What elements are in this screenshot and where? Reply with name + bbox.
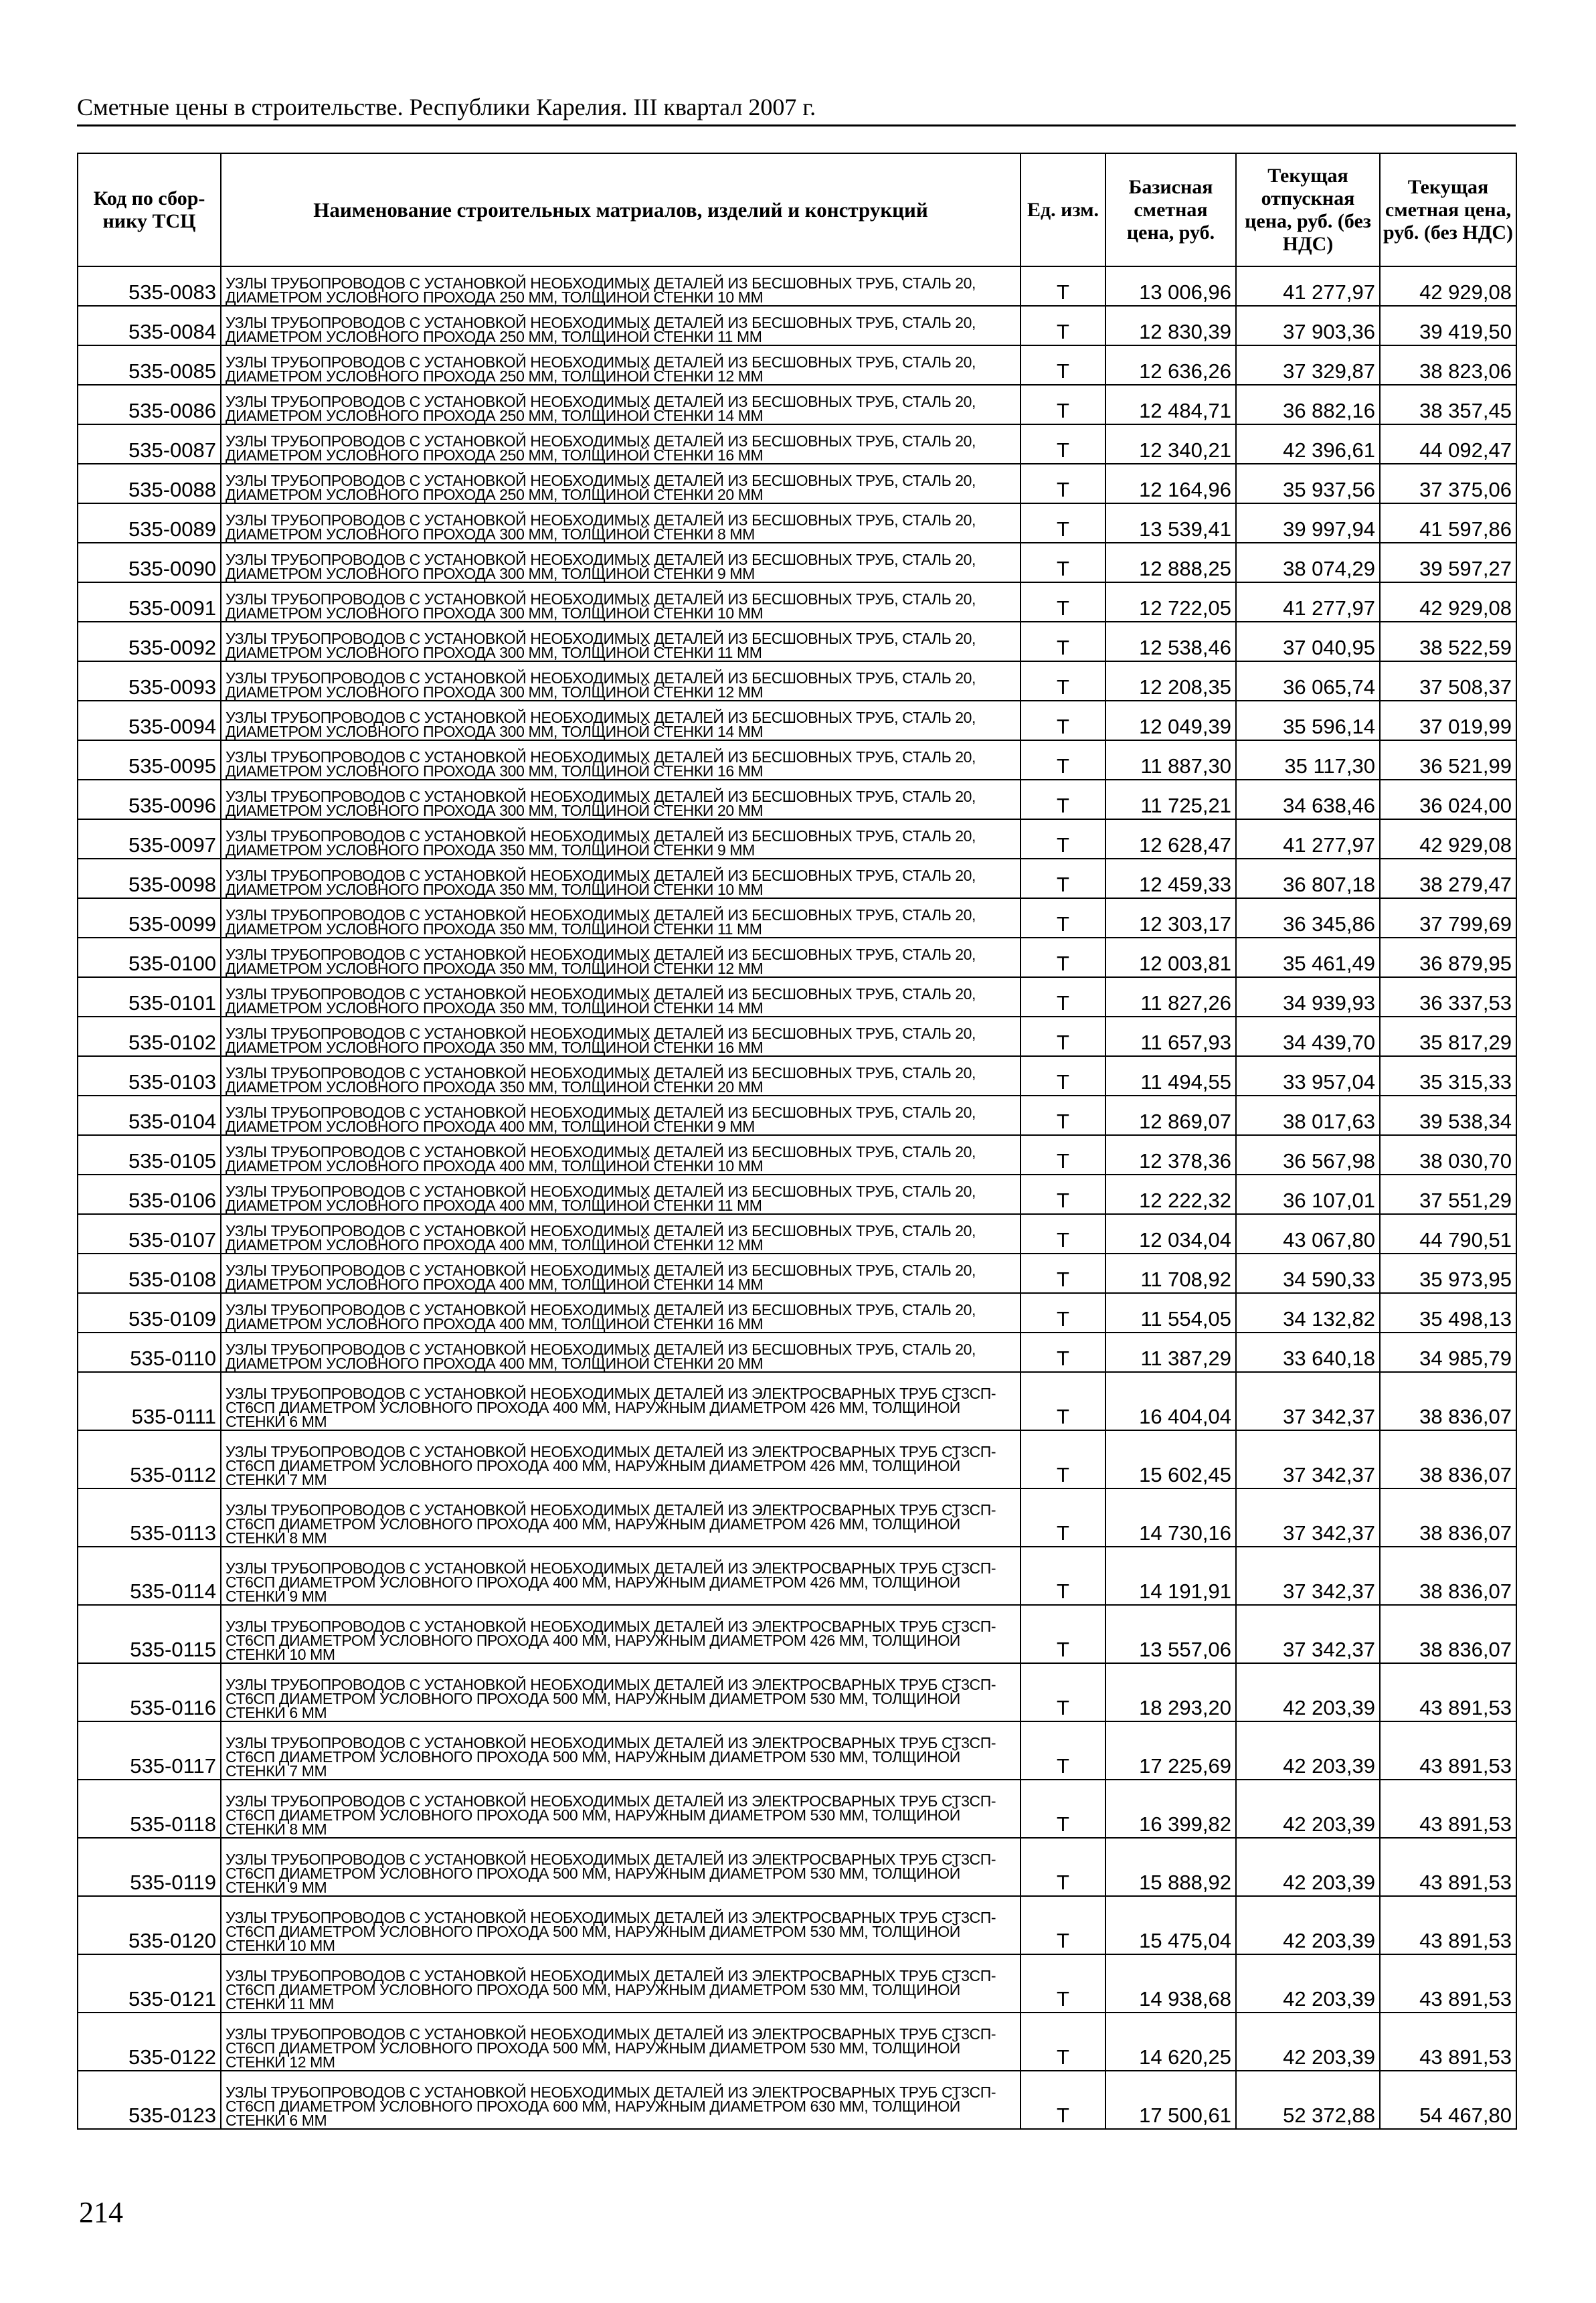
item-code: 535-0085 [78, 345, 221, 385]
item-name: УЗЛЫ ТРУБОПРОВОДОВ С УСТАНОВКОЙ НЕОБХОДИМЫХ ДЕТАЛЕЙ ИЗ БЕСШОВНЫХ ТРУБ, СТАЛЬ 20, ДИАМЕТРОМ УСЛОВНОГО ПРОХОДА 300 ММ, ТОЛЩИНОЙ СТЕНКИ 20 ММ [221, 780, 1021, 819]
item-code: 535-0111 [78, 1372, 221, 1430]
base-price: 12 303,17 [1105, 898, 1236, 938]
item-unit: Т [1021, 385, 1105, 424]
item-name: УЗЛЫ ТРУБОПРОВОДОВ С УСТАНОВКОЙ НЕОБХОДИМЫХ ДЕТАЛЕЙ ИЗ ЭЛЕКТРОСВАРНЫХ ТРУБ СТ3СП-СТ6СП ДИАМЕТРОМ УСЛОВНОГО ПРОХОДА 500 ММ, НАРУЖНЫМ ДИАМЕТРОМ 530 ММ, ТОЛЩИНОЙ СТЕНКИ 8 ММ [221, 1780, 1021, 1838]
item-code: 535-0099 [78, 898, 221, 938]
current-price: 38 357,45 [1380, 385, 1516, 424]
release-price: 35 461,49 [1236, 938, 1380, 977]
item-name: УЗЛЫ ТРУБОПРОВОДОВ С УСТАНОВКОЙ НЕОБХОДИМЫХ ДЕТАЛЕЙ ИЗ БЕСШОВНЫХ ТРУБ, СТАЛЬ 20, ДИАМЕТРОМ УСЛОВНОГО ПРОХОДА 250 ММ, ТОЛЩИНОЙ СТЕНКИ 10 ММ [221, 266, 1021, 306]
table-row [78, 345, 1516, 385]
release-price: 35 596,14 [1236, 701, 1380, 740]
current-price: 42 929,08 [1380, 266, 1516, 306]
release-price: 34 132,82 [1236, 1293, 1380, 1333]
item-unit: Т [1021, 543, 1105, 582]
table-row [78, 1780, 1516, 1838]
table-row [78, 424, 1516, 464]
item-name: УЗЛЫ ТРУБОПРОВОДОВ С УСТАНОВКОЙ НЕОБХОДИМЫХ ДЕТАЛЕЙ ИЗ БЕСШОВНЫХ ТРУБ, СТАЛЬ 20, ДИАМЕТРОМ УСЛОВНОГО ПРОХОДА 250 ММ, ТОЛЩИНОЙ СТЕНКИ 20 ММ [221, 464, 1021, 503]
table-row [78, 1254, 1516, 1293]
table-row [78, 1333, 1516, 1372]
item-code: 535-0089 [78, 503, 221, 543]
item-unit: Т [1021, 1293, 1105, 1333]
item-name: УЗЛЫ ТРУБОПРОВОДОВ С УСТАНОВКОЙ НЕОБХОДИМЫХ ДЕТАЛЕЙ ИЗ БЕСШОВНЫХ ТРУБ, СТАЛЬ 20, ДИАМЕТРОМ УСЛОВНОГО ПРОХОДА 400 ММ, ТОЛЩИНОЙ СТЕНКИ 12 ММ [221, 1214, 1021, 1254]
item-unit: Т [1021, 780, 1105, 819]
current-price: 38 836,07 [1380, 1488, 1516, 1547]
item-code: 535-0123 [78, 2071, 221, 2129]
release-price: 42 203,39 [1236, 2013, 1380, 2071]
release-price: 37 342,37 [1236, 1372, 1380, 1430]
current-price: 37 508,37 [1380, 661, 1516, 701]
current-price: 43 891,53 [1380, 1721, 1516, 1780]
table-row [78, 1721, 1516, 1780]
item-code: 535-0117 [78, 1721, 221, 1780]
base-price: 15 602,45 [1105, 1430, 1236, 1488]
release-price: 36 065,74 [1236, 661, 1380, 701]
table-row [78, 464, 1516, 503]
table-row [78, 1605, 1516, 1663]
item-name: УЗЛЫ ТРУБОПРОВОДОВ С УСТАНОВКОЙ НЕОБХОДИМЫХ ДЕТАЛЕЙ ИЗ БЕСШОВНЫХ ТРУБ, СТАЛЬ 20, ДИАМЕТРОМ УСЛОВНОГО ПРОХОДА 300 ММ, ТОЛЩИНОЙ СТЕНКИ 11 ММ [221, 622, 1021, 661]
base-price: 12 484,71 [1105, 385, 1236, 424]
base-price: 15 475,04 [1105, 1896, 1236, 1954]
item-name: УЗЛЫ ТРУБОПРОВОДОВ С УСТАНОВКОЙ НЕОБХОДИМЫХ ДЕТАЛЕЙ ИЗ ЭЛЕКТРОСВАРНЫХ ТРУБ СТ3СП-СТ6СП ДИАМЕТРОМ УСЛОВНОГО ПРОХОДА 500 ММ, НАРУЖНЫМ ДИАМЕТРОМ 530 ММ, ТОЛЩИНОЙ СТЕНКИ 10 ММ [221, 1896, 1021, 1954]
item-name: УЗЛЫ ТРУБОПРОВОДОВ С УСТАНОВКОЙ НЕОБХОДИМЫХ ДЕТАЛЕЙ ИЗ БЕСШОВНЫХ ТРУБ, СТАЛЬ 20, ДИАМЕТРОМ УСЛОВНОГО ПРОХОДА 250 ММ, ТОЛЩИНОЙ СТЕНКИ 12 ММ [221, 345, 1021, 385]
item-unit: Т [1021, 1017, 1105, 1056]
item-name: УЗЛЫ ТРУБОПРОВОДОВ С УСТАНОВКОЙ НЕОБХОДИМЫХ ДЕТАЛЕЙ ИЗ ЭЛЕКТРОСВАРНЫХ ТРУБ СТ3СП-СТ6СП ДИАМЕТРОМ УСЛОВНОГО ПРОХОДА 500 ММ, НАРУЖНЫМ ДИАМЕТРОМ 530 ММ, ТОЛЩИНОЙ СТЕНКИ 11 ММ [221, 1954, 1021, 2013]
current-price: 37 019,99 [1380, 701, 1516, 740]
page-header: Сметные цены в строительстве. Республики Карелия. III квартал 2007 г. [77, 94, 816, 120]
header-rule [77, 124, 1516, 126]
current-price: 37 799,69 [1380, 898, 1516, 938]
release-price: 42 203,39 [1236, 1838, 1380, 1896]
base-price: 12 869,07 [1105, 1096, 1236, 1135]
item-name: УЗЛЫ ТРУБОПРОВОДОВ С УСТАНОВКОЙ НЕОБХОДИМЫХ ДЕТАЛЕЙ ИЗ БЕСШОВНЫХ ТРУБ, СТАЛЬ 20, ДИАМЕТРОМ УСЛОВНОГО ПРОХОДА 350 ММ, ТОЛЩИНОЙ СТЕНКИ 9 ММ [221, 819, 1021, 859]
item-name: УЗЛЫ ТРУБОПРОВОДОВ С УСТАНОВКОЙ НЕОБХОДИМЫХ ДЕТАЛЕЙ ИЗ БЕСШОВНЫХ ТРУБ, СТАЛЬ 20, ДИАМЕТРОМ УСЛОВНОГО ПРОХОДА 250 ММ, ТОЛЩИНОЙ СТЕНКИ 14 ММ [221, 385, 1021, 424]
item-code: 535-0094 [78, 701, 221, 740]
item-name: УЗЛЫ ТРУБОПРОВОДОВ С УСТАНОВКОЙ НЕОБХОДИМЫХ ДЕТАЛЕЙ ИЗ ЭЛЕКТРОСВАРНЫХ ТРУБ СТ3СП-СТ6СП ДИАМЕТРОМ УСЛОВНОГО ПРОХОДА 400 ММ, НАРУЖНЫМ ДИАМЕТРОМ 426 ММ, ТОЛЩИНОЙ СТЕНКИ 8 ММ [221, 1488, 1021, 1547]
item-code: 535-0121 [78, 1954, 221, 2013]
item-code: 535-0084 [78, 306, 221, 345]
item-code: 535-0098 [78, 859, 221, 898]
base-price: 18 293,20 [1105, 1663, 1236, 1721]
table-row [78, 898, 1516, 938]
release-price: 37 342,37 [1236, 1605, 1380, 1663]
item-unit: Т [1021, 819, 1105, 859]
item-code: 535-0091 [78, 582, 221, 622]
base-price: 11 657,93 [1105, 1017, 1236, 1056]
base-price: 16 404,04 [1105, 1372, 1236, 1430]
item-code: 535-0101 [78, 977, 221, 1017]
current-price: 43 891,53 [1380, 1663, 1516, 1721]
current-price: 43 891,53 [1380, 1896, 1516, 1954]
base-price: 13 557,06 [1105, 1605, 1236, 1663]
price-table [77, 153, 1517, 2130]
release-price: 37 342,37 [1236, 1430, 1380, 1488]
table-row [78, 1430, 1516, 1488]
release-price: 43 067,80 [1236, 1214, 1380, 1254]
item-code: 535-0093 [78, 661, 221, 701]
item-name: УЗЛЫ ТРУБОПРОВОДОВ С УСТАНОВКОЙ НЕОБХОДИМЫХ ДЕТАЛЕЙ ИЗ БЕСШОВНЫХ ТРУБ, СТАЛЬ 20, ДИАМЕТРОМ УСЛОВНОГО ПРОХОДА 350 ММ, ТОЛЩИНОЙ СТЕНКИ 10 ММ [221, 859, 1021, 898]
release-price: 35 937,56 [1236, 464, 1380, 503]
current-price: 36 024,00 [1380, 780, 1516, 819]
current-price: 39 597,27 [1380, 543, 1516, 582]
table-row [78, 740, 1516, 780]
table-row [78, 1488, 1516, 1547]
current-price: 38 836,07 [1380, 1372, 1516, 1430]
current-price: 38 836,07 [1380, 1547, 1516, 1605]
base-price: 14 191,91 [1105, 1547, 1236, 1605]
item-name: УЗЛЫ ТРУБОПРОВОДОВ С УСТАНОВКОЙ НЕОБХОДИМЫХ ДЕТАЛЕЙ ИЗ БЕСШОВНЫХ ТРУБ, СТАЛЬ 20, ДИАМЕТРОМ УСЛОВНОГО ПРОХОДА 350 ММ, ТОЛЩИНОЙ СТЕНКИ 14 ММ [221, 977, 1021, 1017]
current-price: 42 929,08 [1380, 819, 1516, 859]
item-name: УЗЛЫ ТРУБОПРОВОДОВ С УСТАНОВКОЙ НЕОБХОДИМЫХ ДЕТАЛЕЙ ИЗ ЭЛЕКТРОСВАРНЫХ ТРУБ СТ3СП-СТ6СП ДИАМЕТРОМ УСЛОВНОГО ПРОХОДА 500 ММ, НАРУЖНЫМ ДИАМЕТРОМ 530 ММ, ТОЛЩИНОЙ СТЕНКИ 6 ММ [221, 1663, 1021, 1721]
item-unit: Т [1021, 859, 1105, 898]
current-price: 43 891,53 [1380, 1838, 1516, 1896]
item-name: УЗЛЫ ТРУБОПРОВОДОВ С УСТАНОВКОЙ НЕОБХОДИМЫХ ДЕТАЛЕЙ ИЗ БЕСШОВНЫХ ТРУБ, СТАЛЬ 20, ДИАМЕТРОМ УСЛОВНОГО ПРОХОДА 300 ММ, ТОЛЩИНОЙ СТЕНКИ 8 ММ [221, 503, 1021, 543]
item-unit: Т [1021, 1372, 1105, 1430]
table-row [78, 1017, 1516, 1056]
item-code: 535-0109 [78, 1293, 221, 1333]
item-unit: Т [1021, 1488, 1105, 1547]
current-price: 54 467,80 [1380, 2071, 1516, 2129]
item-name: УЗЛЫ ТРУБОПРОВОДОВ С УСТАНОВКОЙ НЕОБХОДИМЫХ ДЕТАЛЕЙ ИЗ БЕСШОВНЫХ ТРУБ, СТАЛЬ 20, ДИАМЕТРОМ УСЛОВНОГО ПРОХОДА 300 ММ, ТОЛЩИНОЙ СТЕНКИ 10 ММ [221, 582, 1021, 622]
release-price: 41 277,97 [1236, 819, 1380, 859]
current-price: 38 823,06 [1380, 345, 1516, 385]
release-price: 41 277,97 [1236, 266, 1380, 306]
current-price: 36 879,95 [1380, 938, 1516, 977]
base-price: 14 620,25 [1105, 2013, 1236, 2071]
current-price: 38 836,07 [1380, 1605, 1516, 1663]
current-price: 41 597,86 [1380, 503, 1516, 543]
base-price: 12 888,25 [1105, 543, 1236, 582]
item-unit: Т [1021, 306, 1105, 345]
release-price: 36 882,16 [1236, 385, 1380, 424]
item-name: УЗЛЫ ТРУБОПРОВОДОВ С УСТАНОВКОЙ НЕОБХОДИМЫХ ДЕТАЛЕЙ ИЗ БЕСШОВНЫХ ТРУБ, СТАЛЬ 20, ДИАМЕТРОМ УСЛОВНОГО ПРОХОДА 300 ММ, ТОЛЩИНОЙ СТЕНКИ 12 ММ [221, 661, 1021, 701]
base-price: 14 730,16 [1105, 1488, 1236, 1547]
base-price: 12 722,05 [1105, 582, 1236, 622]
item-unit: Т [1021, 622, 1105, 661]
item-unit: Т [1021, 424, 1105, 464]
table-header [78, 153, 1516, 266]
item-code: 535-0097 [78, 819, 221, 859]
base-price: 12 164,96 [1105, 464, 1236, 503]
item-unit: Т [1021, 1896, 1105, 1954]
base-price: 12 034,04 [1105, 1214, 1236, 1254]
item-unit: Т [1021, 1838, 1105, 1896]
col-header-code: Код по сбор- нику ТСЦ [78, 153, 221, 266]
item-name: УЗЛЫ ТРУБОПРОВОДОВ С УСТАНОВКОЙ НЕОБХОДИМЫХ ДЕТАЛЕЙ ИЗ БЕСШОВНЫХ ТРУБ, СТАЛЬ 20, ДИАМЕТРОМ УСЛОВНОГО ПРОХОДА 350 ММ, ТОЛЩИНОЙ СТЕНКИ 11 ММ [221, 898, 1021, 938]
table-row [78, 1547, 1516, 1605]
table-row [78, 1663, 1516, 1721]
base-price: 12 340,21 [1105, 424, 1236, 464]
item-code: 535-0105 [78, 1135, 221, 1175]
table-row [78, 543, 1516, 582]
table-row [78, 661, 1516, 701]
release-price: 37 342,37 [1236, 1488, 1380, 1547]
release-price: 34 590,33 [1236, 1254, 1380, 1293]
base-price: 13 539,41 [1105, 503, 1236, 543]
item-code: 535-0110 [78, 1333, 221, 1372]
item-unit: Т [1021, 1096, 1105, 1135]
item-code: 535-0108 [78, 1254, 221, 1293]
item-unit: Т [1021, 977, 1105, 1017]
item-code: 535-0102 [78, 1017, 221, 1056]
item-code: 535-0087 [78, 424, 221, 464]
item-code: 535-0083 [78, 266, 221, 306]
release-price: 38 017,63 [1236, 1096, 1380, 1135]
base-price: 12 378,36 [1105, 1135, 1236, 1175]
item-code: 535-0086 [78, 385, 221, 424]
current-price: 39 419,50 [1380, 306, 1516, 345]
item-name: УЗЛЫ ТРУБОПРОВОДОВ С УСТАНОВКОЙ НЕОБХОДИМЫХ ДЕТАЛЕЙ ИЗ БЕСШОВНЫХ ТРУБ, СТАЛЬ 20, ДИАМЕТРОМ УСЛОВНОГО ПРОХОДА 400 ММ, ТОЛЩИНОЙ СТЕНКИ 16 ММ [221, 1293, 1021, 1333]
item-name: УЗЛЫ ТРУБОПРОВОДОВ С УСТАНОВКОЙ НЕОБХОДИМЫХ ДЕТАЛЕЙ ИЗ БЕСШОВНЫХ ТРУБ, СТАЛЬ 20, ДИАМЕТРОМ УСЛОВНОГО ПРОХОДА 250 ММ, ТОЛЩИНОЙ СТЕНКИ 11 ММ [221, 306, 1021, 345]
item-name: УЗЛЫ ТРУБОПРОВОДОВ С УСТАНОВКОЙ НЕОБХОДИМЫХ ДЕТАЛЕЙ ИЗ БЕСШОВНЫХ ТРУБ, СТАЛЬ 20, ДИАМЕТРОМ УСЛОВНОГО ПРОХОДА 350 ММ, ТОЛЩИНОЙ СТЕНКИ 20 ММ [221, 1056, 1021, 1096]
item-unit: Т [1021, 1780, 1105, 1838]
release-price: 39 997,94 [1236, 503, 1380, 543]
current-price: 42 929,08 [1380, 582, 1516, 622]
release-price: 42 203,39 [1236, 1954, 1380, 2013]
release-price: 52 372,88 [1236, 2071, 1380, 2129]
col-header-unit: Ед. изм. [1021, 153, 1105, 266]
table-row [78, 1096, 1516, 1135]
current-price: 44 092,47 [1380, 424, 1516, 464]
page-number: 214 [79, 2196, 123, 2229]
item-name: УЗЛЫ ТРУБОПРОВОДОВ С УСТАНОВКОЙ НЕОБХОДИМЫХ ДЕТАЛЕЙ ИЗ БЕСШОВНЫХ ТРУБ, СТАЛЬ 20, ДИАМЕТРОМ УСЛОВНОГО ПРОХОДА 350 ММ, ТОЛЩИНОЙ СТЕНКИ 12 ММ [221, 938, 1021, 977]
item-unit: Т [1021, 1547, 1105, 1605]
current-price: 36 521,99 [1380, 740, 1516, 780]
col-header-base-price: Базисная сметная цена, руб. [1105, 153, 1236, 266]
item-name: УЗЛЫ ТРУБОПРОВОДОВ С УСТАНОВКОЙ НЕОБХОДИМЫХ ДЕТАЛЕЙ ИЗ ЭЛЕКТРОСВАРНЫХ ТРУБ СТ3СП-СТ6СП ДИАМЕТРОМ УСЛОВНОГО ПРОХОДА 500 ММ, НАРУЖНЫМ ДИАМЕТРОМ 530 ММ, ТОЛЩИНОЙ СТЕНКИ 9 ММ [221, 1838, 1021, 1896]
item-unit: Т [1021, 1175, 1105, 1214]
item-name: УЗЛЫ ТРУБОПРОВОДОВ С УСТАНОВКОЙ НЕОБХОДИМЫХ ДЕТАЛЕЙ ИЗ БЕСШОВНЫХ ТРУБ, СТАЛЬ 20, ДИАМЕТРОМ УСЛОВНОГО ПРОХОДА 300 ММ, ТОЛЩИНОЙ СТЕНКИ 14 ММ [221, 701, 1021, 740]
release-price: 41 277,97 [1236, 582, 1380, 622]
current-price: 35 817,29 [1380, 1017, 1516, 1056]
table-row [78, 1954, 1516, 2013]
item-code: 535-0107 [78, 1214, 221, 1254]
item-unit: Т [1021, 938, 1105, 977]
base-price: 12 222,32 [1105, 1175, 1236, 1214]
item-code: 535-0103 [78, 1056, 221, 1096]
item-code: 535-0122 [78, 2013, 221, 2071]
col-header-name: Наименование строительных матриалов, изделий и конструкций [221, 153, 1021, 266]
current-price: 36 337,53 [1380, 977, 1516, 1017]
item-code: 535-0112 [78, 1430, 221, 1488]
release-price: 38 074,29 [1236, 543, 1380, 582]
item-name: УЗЛЫ ТРУБОПРОВОДОВ С УСТАНОВКОЙ НЕОБХОДИМЫХ ДЕТАЛЕЙ ИЗ БЕСШОВНЫХ ТРУБ, СТАЛЬ 20, ДИАМЕТРОМ УСЛОВНОГО ПРОХОДА 400 ММ, ТОЛЩИНОЙ СТЕНКИ 11 ММ [221, 1175, 1021, 1214]
current-price: 38 279,47 [1380, 859, 1516, 898]
item-unit: Т [1021, 740, 1105, 780]
item-code: 535-0096 [78, 780, 221, 819]
release-price: 42 203,39 [1236, 1896, 1380, 1954]
base-price: 12 003,81 [1105, 938, 1236, 977]
item-unit: Т [1021, 582, 1105, 622]
item-code: 535-0106 [78, 1175, 221, 1214]
table-body [78, 266, 1516, 2129]
item-name: УЗЛЫ ТРУБОПРОВОДОВ С УСТАНОВКОЙ НЕОБХОДИМЫХ ДЕТАЛЕЙ ИЗ БЕСШОВНЫХ ТРУБ, СТАЛЬ 20, ДИАМЕТРОМ УСЛОВНОГО ПРОХОДА 250 ММ, ТОЛЩИНОЙ СТЕНКИ 16 ММ [221, 424, 1021, 464]
current-price: 43 891,53 [1380, 1780, 1516, 1838]
table-row [78, 819, 1516, 859]
item-name: УЗЛЫ ТРУБОПРОВОДОВ С УСТАНОВКОЙ НЕОБХОДИМЫХ ДЕТАЛЕЙ ИЗ БЕСШОВНЫХ ТРУБ, СТАЛЬ 20, ДИАМЕТРОМ УСЛОВНОГО ПРОХОДА 400 ММ, ТОЛЩИНОЙ СТЕНКИ 10 ММ [221, 1135, 1021, 1175]
current-price: 38 522,59 [1380, 622, 1516, 661]
release-price: 36 107,01 [1236, 1175, 1380, 1214]
table-row [78, 1838, 1516, 1896]
current-price: 35 498,13 [1380, 1293, 1516, 1333]
release-price: 42 203,39 [1236, 1780, 1380, 1838]
item-unit: Т [1021, 1430, 1105, 1488]
release-price: 33 957,04 [1236, 1056, 1380, 1096]
release-price: 36 807,18 [1236, 859, 1380, 898]
base-price: 17 500,61 [1105, 2071, 1236, 2129]
base-price: 11 554,05 [1105, 1293, 1236, 1333]
base-price: 11 387,29 [1105, 1333, 1236, 1372]
release-price: 37 329,87 [1236, 345, 1380, 385]
release-price: 35 117,30 [1236, 740, 1380, 780]
item-name: УЗЛЫ ТРУБОПРОВОДОВ С УСТАНОВКОЙ НЕОБХОДИМЫХ ДЕТАЛЕЙ ИЗ ЭЛЕКТРОСВАРНЫХ ТРУБ СТ3СП-СТ6СП ДИАМЕТРОМ УСЛОВНОГО ПРОХОДА 500 ММ, НАРУЖНЫМ ДИАМЕТРОМ 530 ММ, ТОЛЩИНОЙ СТЕНКИ 12 ММ [221, 2013, 1021, 2071]
base-price: 12 208,35 [1105, 661, 1236, 701]
item-unit: Т [1021, 661, 1105, 701]
item-name: УЗЛЫ ТРУБОПРОВОДОВ С УСТАНОВКОЙ НЕОБХОДИМЫХ ДЕТАЛЕЙ ИЗ ЭЛЕКТРОСВАРНЫХ ТРУБ СТ3СП-СТ6СП ДИАМЕТРОМ УСЛОВНОГО ПРОХОДА 400 ММ, НАРУЖНЫМ ДИАМЕТРОМ 426 ММ, ТОЛЩИНОЙ СТЕНКИ 10 ММ [221, 1605, 1021, 1663]
release-price: 37 342,37 [1236, 1547, 1380, 1605]
item-unit: Т [1021, 266, 1105, 306]
current-price: 35 973,95 [1380, 1254, 1516, 1293]
table-row [78, 266, 1516, 306]
item-unit: Т [1021, 1056, 1105, 1096]
table-row [78, 2013, 1516, 2071]
table-row [78, 622, 1516, 661]
table-row [78, 859, 1516, 898]
item-code: 535-0114 [78, 1547, 221, 1605]
table-row [78, 582, 1516, 622]
item-name: УЗЛЫ ТРУБОПРОВОДОВ С УСТАНОВКОЙ НЕОБХОДИМЫХ ДЕТАЛЕЙ ИЗ БЕСШОВНЫХ ТРУБ, СТАЛЬ 20, ДИАМЕТРОМ УСЛОВНОГО ПРОХОДА 300 ММ, ТОЛЩИНОЙ СТЕНКИ 9 ММ [221, 543, 1021, 582]
release-price: 42 203,39 [1236, 1663, 1380, 1721]
base-price: 13 006,96 [1105, 266, 1236, 306]
item-name: УЗЛЫ ТРУБОПРОВОДОВ С УСТАНОВКОЙ НЕОБХОДИМЫХ ДЕТАЛЕЙ ИЗ ЭЛЕКТРОСВАРНЫХ ТРУБ СТ3СП-СТ6СП ДИАМЕТРОМ УСЛОВНОГО ПРОХОДА 400 ММ, НАРУЖНЫМ ДИАМЕТРОМ 426 ММ, ТОЛЩИНОЙ СТЕНКИ 6 ММ [221, 1372, 1021, 1430]
base-price: 12 459,33 [1105, 859, 1236, 898]
base-price: 16 399,82 [1105, 1780, 1236, 1838]
item-code: 535-0090 [78, 543, 221, 582]
item-name: УЗЛЫ ТРУБОПРОВОДОВ С УСТАНОВКОЙ НЕОБХОДИМЫХ ДЕТАЛЕЙ ИЗ ЭЛЕКТРОСВАРНЫХ ТРУБ СТ3СП-СТ6СП ДИАМЕТРОМ УСЛОВНОГО ПРОХОДА 400 ММ, НАРУЖНЫМ ДИАМЕТРОМ 426 ММ, ТОЛЩИНОЙ СТЕНКИ 9 ММ [221, 1547, 1021, 1605]
release-price: 34 439,70 [1236, 1017, 1380, 1056]
item-unit: Т [1021, 2071, 1105, 2129]
table-row [78, 938, 1516, 977]
item-unit: Т [1021, 2013, 1105, 2071]
item-code: 535-0119 [78, 1838, 221, 1896]
current-price: 43 891,53 [1380, 1954, 1516, 2013]
table-row [78, 503, 1516, 543]
item-unit: Т [1021, 1721, 1105, 1780]
base-price: 12 538,46 [1105, 622, 1236, 661]
release-price: 34 638,46 [1236, 780, 1380, 819]
item-unit: Т [1021, 1254, 1105, 1293]
item-unit: Т [1021, 1605, 1105, 1663]
item-name: УЗЛЫ ТРУБОПРОВОДОВ С УСТАНОВКОЙ НЕОБХОДИМЫХ ДЕТАЛЕЙ ИЗ ЭЛЕКТРОСВАРНЫХ ТРУБ СТ3СП-СТ6СП ДИАМЕТРОМ УСЛОВНОГО ПРОХОДА 400 ММ, НАРУЖНЫМ ДИАМЕТРОМ 426 ММ, ТОЛЩИНОЙ СТЕНКИ 7 ММ [221, 1430, 1021, 1488]
release-price: 34 939,93 [1236, 977, 1380, 1017]
base-price: 14 938,68 [1105, 1954, 1236, 2013]
base-price: 17 225,69 [1105, 1721, 1236, 1780]
base-price: 12 049,39 [1105, 701, 1236, 740]
item-name: УЗЛЫ ТРУБОПРОВОДОВ С УСТАНОВКОЙ НЕОБХОДИМЫХ ДЕТАЛЕЙ ИЗ ЭЛЕКТРОСВАРНЫХ ТРУБ СТ3СП-СТ6СП ДИАМЕТРОМ УСЛОВНОГО ПРОХОДА 500 ММ, НАРУЖНЫМ ДИАМЕТРОМ 530 ММ, ТОЛЩИНОЙ СТЕНКИ 7 ММ [221, 1721, 1021, 1780]
current-price: 37 375,06 [1380, 464, 1516, 503]
item-unit: Т [1021, 1663, 1105, 1721]
col-header-release-price: Текущая отпускная цена, руб. (без НДС) [1236, 153, 1380, 266]
item-unit: Т [1021, 1954, 1105, 2013]
table-row [78, 2071, 1516, 2129]
item-code: 535-0095 [78, 740, 221, 780]
base-price: 11 494,55 [1105, 1056, 1236, 1096]
item-code: 535-0115 [78, 1605, 221, 1663]
item-name: УЗЛЫ ТРУБОПРОВОДОВ С УСТАНОВКОЙ НЕОБХОДИМЫХ ДЕТАЛЕЙ ИЗ БЕСШОВНЫХ ТРУБ, СТАЛЬ 20, ДИАМЕТРОМ УСЛОВНОГО ПРОХОДА 400 ММ, ТОЛЩИНОЙ СТЕНКИ 14 ММ [221, 1254, 1021, 1293]
item-unit: Т [1021, 898, 1105, 938]
release-price: 36 567,98 [1236, 1135, 1380, 1175]
base-price: 12 636,26 [1105, 345, 1236, 385]
table-row [78, 780, 1516, 819]
item-name: УЗЛЫ ТРУБОПРОВОДОВ С УСТАНОВКОЙ НЕОБХОДИМЫХ ДЕТАЛЕЙ ИЗ ЭЛЕКТРОСВАРНЫХ ТРУБ СТ3СП-СТ6СП ДИАМЕТРОМ УСЛОВНОГО ПРОХОДА 600 ММ, НАРУЖНЫМ ДИАМЕТРОМ 630 ММ, ТОЛЩИНОЙ СТЕНКИ 6 ММ [221, 2071, 1021, 2129]
item-unit: Т [1021, 701, 1105, 740]
current-price: 37 551,29 [1380, 1175, 1516, 1214]
item-name: УЗЛЫ ТРУБОПРОВОДОВ С УСТАНОВКОЙ НЕОБХОДИМЫХ ДЕТАЛЕЙ ИЗ БЕСШОВНЫХ ТРУБ, СТАЛЬ 20, ДИАМЕТРОМ УСЛОВНОГО ПРОХОДА 350 ММ, ТОЛЩИНОЙ СТЕНКИ 16 ММ [221, 1017, 1021, 1056]
table-row [78, 1056, 1516, 1096]
current-price: 44 790,51 [1380, 1214, 1516, 1254]
item-unit: Т [1021, 1333, 1105, 1372]
base-price: 11 708,92 [1105, 1254, 1236, 1293]
item-code: 535-0092 [78, 622, 221, 661]
item-code: 535-0100 [78, 938, 221, 977]
base-price: 12 830,39 [1105, 306, 1236, 345]
item-code: 535-0118 [78, 1780, 221, 1838]
release-price: 37 040,95 [1236, 622, 1380, 661]
current-price: 39 538,34 [1380, 1096, 1516, 1135]
item-name: УЗЛЫ ТРУБОПРОВОДОВ С УСТАНОВКОЙ НЕОБХОДИМЫХ ДЕТАЛЕЙ ИЗ БЕСШОВНЫХ ТРУБ, СТАЛЬ 20, ДИАМЕТРОМ УСЛОВНОГО ПРОХОДА 300 ММ, ТОЛЩИНОЙ СТЕНКИ 16 ММ [221, 740, 1021, 780]
item-code: 535-0113 [78, 1488, 221, 1547]
release-price: 33 640,18 [1236, 1333, 1380, 1372]
item-code: 535-0120 [78, 1896, 221, 1954]
table-row [78, 1372, 1516, 1430]
item-unit: Т [1021, 503, 1105, 543]
col-header-current-price: Текущая сметная цена, руб. (без НДС) [1380, 153, 1516, 266]
table-row [78, 1135, 1516, 1175]
table-row [78, 1214, 1516, 1254]
item-name: УЗЛЫ ТРУБОПРОВОДОВ С УСТАНОВКОЙ НЕОБХОДИМЫХ ДЕТАЛЕЙ ИЗ БЕСШОВНЫХ ТРУБ, СТАЛЬ 20, ДИАМЕТРОМ УСЛОВНОГО ПРОХОДА 400 ММ, ТОЛЩИНОЙ СТЕНКИ 20 ММ [221, 1333, 1021, 1372]
current-price: 43 891,53 [1380, 2013, 1516, 2071]
item-unit: Т [1021, 1135, 1105, 1175]
current-price: 34 985,79 [1380, 1333, 1516, 1372]
table-row [78, 1293, 1516, 1333]
item-unit: Т [1021, 345, 1105, 385]
base-price: 11 887,30 [1105, 740, 1236, 780]
item-code: 535-0088 [78, 464, 221, 503]
table-row [78, 1896, 1516, 1954]
release-price: 36 345,86 [1236, 898, 1380, 938]
item-unit: Т [1021, 1214, 1105, 1254]
item-code: 535-0116 [78, 1663, 221, 1721]
item-unit: Т [1021, 464, 1105, 503]
release-price: 42 396,61 [1236, 424, 1380, 464]
base-price: 11 725,21 [1105, 780, 1236, 819]
release-price: 42 203,39 [1236, 1721, 1380, 1780]
item-code: 535-0104 [78, 1096, 221, 1135]
table-row [78, 1175, 1516, 1214]
base-price: 12 628,47 [1105, 819, 1236, 859]
item-name: УЗЛЫ ТРУБОПРОВОДОВ С УСТАНОВКОЙ НЕОБХОДИМЫХ ДЕТАЛЕЙ ИЗ БЕСШОВНЫХ ТРУБ, СТАЛЬ 20, ДИАМЕТРОМ УСЛОВНОГО ПРОХОДА 400 ММ, ТОЛЩИНОЙ СТЕНКИ 9 ММ [221, 1096, 1021, 1135]
base-price: 15 888,92 [1105, 1838, 1236, 1896]
current-price: 38 030,70 [1380, 1135, 1516, 1175]
table-row [78, 977, 1516, 1017]
table-row [78, 701, 1516, 740]
base-price: 11 827,26 [1105, 977, 1236, 1017]
table-row [78, 385, 1516, 424]
current-price: 38 836,07 [1380, 1430, 1516, 1488]
table-row [78, 306, 1516, 345]
current-price: 35 315,33 [1380, 1056, 1516, 1096]
release-price: 37 903,36 [1236, 306, 1380, 345]
